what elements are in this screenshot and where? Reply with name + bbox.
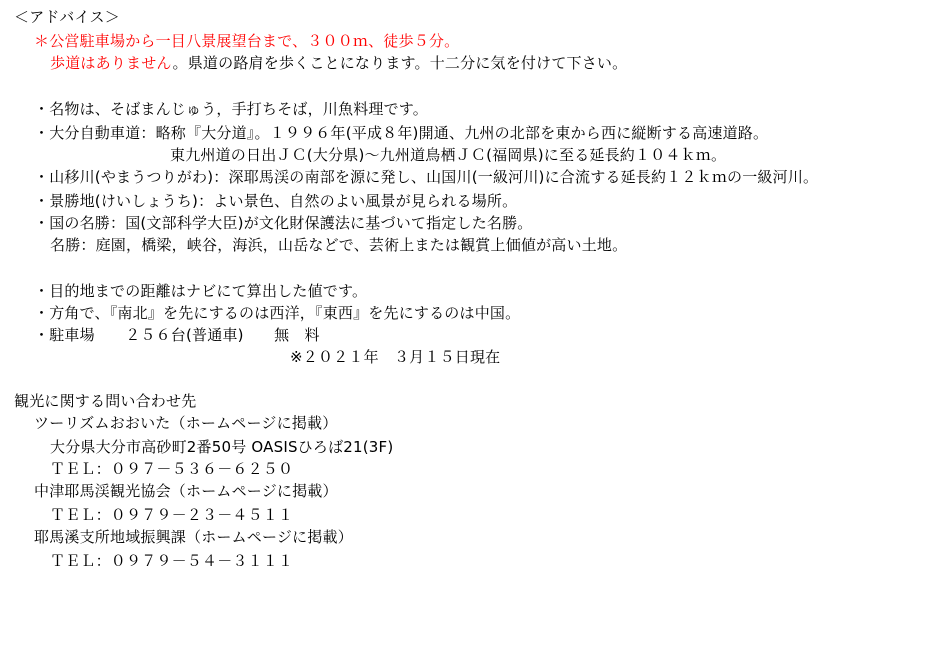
note-scenic-spot: ・景勝地(けいしょうち)：よい景色、自然のよい風景が見られる場所。 xyxy=(34,192,518,210)
no-sidewalk-text: 歩道はありません xyxy=(50,54,173,72)
note-yamautsuri-river: ・山移川(やまうつりがわ)：深耶馬渓の南部を源に発し、山国川(一級河川)に合流する延長約１２ｋｍの一級河川。 xyxy=(34,168,819,186)
as-of-date: ※２０２１年 ３月１５日現在 xyxy=(290,348,501,366)
contact-tel: ＴＥＬ：０９７９－２３－４５１１ xyxy=(50,506,294,524)
note-parking: ・駐車場 ２５６台(普通車) 無 料 xyxy=(34,326,320,344)
note-expressway: ・大分自動車道：略称『大分道』。１９９６年(平成８年)開通、九州の北部を東から西に縦断する高速道路。 xyxy=(34,124,769,142)
contact-name: 耶馬溪支所地域振興課（ホームページに掲載） xyxy=(34,528,353,546)
note-distance: ・目的地までの距離はナビにて算出した値です。 xyxy=(34,282,368,300)
note-expressway-cont: 東九州道の日出ＪＣ(大分県)～九州道鳥栖ＪＣ(福岡県)に至る延長約１０４ｋｍ。 xyxy=(170,146,727,164)
advice-heading: ＜アドバイス＞ xyxy=(14,8,120,26)
contact-address: 大分県大分市高砂町2番50号 OASISひろば21(3F) xyxy=(50,438,394,456)
sidewalk-warning xyxy=(50,52,627,74)
contact-name: 中津耶馬渓観光協会（ホームページに掲載） xyxy=(34,482,338,500)
contact-tel: ＴＥＬ：０９７９－５４－３１１１ xyxy=(50,552,294,570)
note-specialty: ・名物は、そばまんじゅう，手打ちそば，川魚料理です。 xyxy=(34,100,429,118)
contacts-heading: 観光に関する問い合わせ先 xyxy=(14,392,197,410)
road-shoulder-text: 。県道の路肩を歩くことになります。十二分に気を付けて下さい。 xyxy=(172,54,628,72)
walking-warning: ＊公営駐車場から一目八景展望台まで、３００ｍ、徒歩５分。 xyxy=(34,32,460,50)
contact-name: ツーリズムおおいた（ホームページに掲載） xyxy=(34,414,338,432)
note-direction: ・方角で、『南北』を先にするのは西洋，『東西』を先にするのは中国。 xyxy=(34,304,521,322)
note-national-scenic-cont: 名勝：庭園，橋梁，峡谷，海浜，山岳などで、芸術上または観賞上価値が高い土地。 xyxy=(50,236,628,254)
note-national-scenic: ・国の名勝：国(文部科学大臣)が文化財保護法に基づいて指定した名勝。 xyxy=(34,214,533,232)
contact-tel: ＴＥＬ：０９７－５３６－６２５０ xyxy=(50,460,294,478)
